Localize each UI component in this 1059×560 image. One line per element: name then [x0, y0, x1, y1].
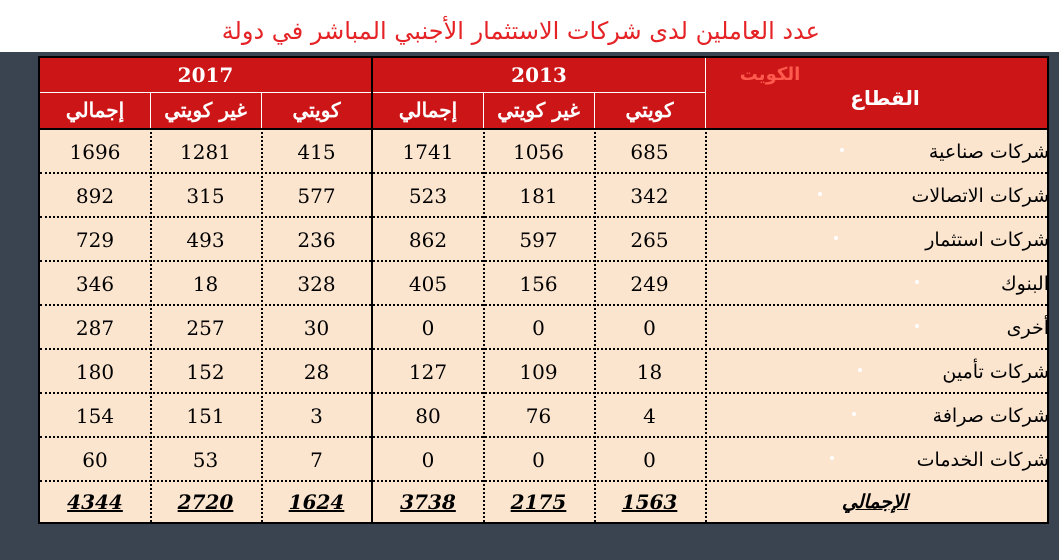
cell-total-2013: 80	[415, 404, 441, 428]
cell-total-2013: 0	[421, 448, 435, 472]
total-2017-value: 4344	[67, 490, 123, 514]
kuwaiti-2013-total: 1563	[621, 490, 678, 514]
bullet-icon	[818, 192, 822, 196]
cell-non-kuwaiti-2013: 597	[519, 228, 558, 252]
row-label-sector: شركات الاتصالات	[911, 185, 1049, 207]
row-label-sector: شركات الخدمات	[916, 449, 1049, 471]
non-kuwaiti-2017-total: 2720	[177, 490, 234, 514]
row-label-sector: شركات صرافة	[932, 405, 1049, 427]
cell-kuwaiti-2013: 265	[630, 228, 669, 252]
cell-total-2017: 154	[75, 404, 115, 428]
bullet-icon	[834, 236, 838, 240]
country-label: الكويت	[739, 64, 801, 85]
non-kuwaiti-2013-header: غير كويتي	[497, 98, 580, 122]
bullet-icon	[858, 368, 862, 372]
kuwaiti-2017-total: 1624	[288, 490, 345, 514]
cell-kuwaiti-2017: 7	[310, 448, 323, 472]
cell-total-2017: 346	[75, 272, 115, 296]
cell-kuwaiti-2017: 30	[303, 316, 330, 340]
employees-table	[38, 56, 1049, 524]
bullet-icon	[830, 456, 834, 460]
row-label-sector: البنوك	[1000, 273, 1049, 295]
totals-label: الإجمالي	[841, 491, 909, 513]
sector-header: القطاع	[850, 86, 920, 110]
cell-total-2013: 0	[421, 316, 435, 340]
cell-total-2013: 127	[408, 360, 448, 384]
cell-non-kuwaiti-2013: 0	[532, 448, 545, 472]
total-2017-header: إجمالي	[65, 98, 125, 122]
kuwaiti-2017-header: كويتي	[292, 98, 341, 122]
cell-non-kuwaiti-2017: 1281	[180, 140, 231, 164]
bullet-icon	[915, 324, 919, 328]
kuwaiti-2013-header: كويتي	[625, 98, 674, 122]
cell-total-2013: 862	[408, 228, 448, 252]
cell-non-kuwaiti-2017: 257	[186, 316, 225, 340]
cell-non-kuwaiti-2017: 53	[192, 448, 219, 472]
cell-kuwaiti-2017: 236	[297, 228, 336, 252]
cell-kuwaiti-2013: 249	[630, 272, 669, 296]
cell-total-2013: 523	[408, 184, 448, 208]
cell-non-kuwaiti-2013: 0	[532, 316, 545, 340]
cell-kuwaiti-2017: 3	[310, 404, 323, 428]
row-label-sector: أخرى	[1006, 317, 1049, 339]
cell-kuwaiti-2017: 415	[297, 140, 336, 164]
total-2013-header: إجمالي	[398, 98, 458, 122]
cell-non-kuwaiti-2017: 18	[192, 272, 219, 296]
cell-total-2017: 892	[75, 184, 115, 208]
year-2013-header: 2013	[511, 63, 567, 87]
cell-total-2017: 287	[75, 316, 115, 340]
bullet-icon	[840, 148, 844, 152]
cell-non-kuwaiti-2013: 109	[519, 360, 558, 384]
cell-kuwaiti-2013: 0	[643, 448, 656, 472]
cell-non-kuwaiti-2017: 315	[186, 184, 225, 208]
header-col-divider	[705, 58, 706, 128]
cell-non-kuwaiti-2017: 493	[186, 228, 225, 252]
non-kuwaiti-2013-total: 2175	[510, 490, 567, 514]
cell-kuwaiti-2017: 328	[297, 272, 336, 296]
cell-non-kuwaiti-2013: 1056	[513, 140, 564, 164]
cell-kuwaiti-2013: 685	[630, 140, 669, 164]
bullet-icon	[852, 412, 856, 416]
cell-kuwaiti-2017: 28	[303, 360, 330, 384]
row-label-sector: شركات استثمار	[925, 229, 1049, 251]
page-title: عدد العاملين لدى شركات الاستثمار الأجنبي المباشر في دولة	[221, 17, 820, 45]
year-2017-header: 2017	[177, 63, 234, 87]
cell-total-2017: 180	[75, 360, 115, 384]
cell-total-2017: 729	[75, 228, 115, 252]
cell-non-kuwaiti-2017: 151	[186, 404, 225, 428]
non-kuwaiti-2017-header: غير كويتي	[164, 98, 247, 122]
cell-total-2017: 1696	[69, 140, 121, 164]
bullet-icon	[915, 280, 919, 284]
row-label-sector: شركات صناعية	[928, 141, 1049, 163]
cell-non-kuwaiti-2017: 152	[186, 360, 225, 384]
row-label-sector: شركات تأمين	[942, 361, 1049, 383]
cell-kuwaiti-2017: 577	[297, 184, 336, 208]
cell-total-2013: 405	[408, 272, 448, 296]
cell-kuwaiti-2013: 4	[643, 404, 656, 428]
cell-total-2013: 1741	[402, 140, 454, 164]
cell-kuwaiti-2013: 342	[630, 184, 669, 208]
cell-kuwaiti-2013: 18	[636, 360, 663, 384]
cell-non-kuwaiti-2013: 181	[519, 184, 558, 208]
total-2013-value: 3738	[400, 490, 456, 514]
cell-kuwaiti-2013: 0	[643, 316, 656, 340]
cell-non-kuwaiti-2013: 156	[519, 272, 558, 296]
cell-total-2017: 60	[82, 448, 108, 472]
cell-non-kuwaiti-2013: 76	[525, 404, 552, 428]
